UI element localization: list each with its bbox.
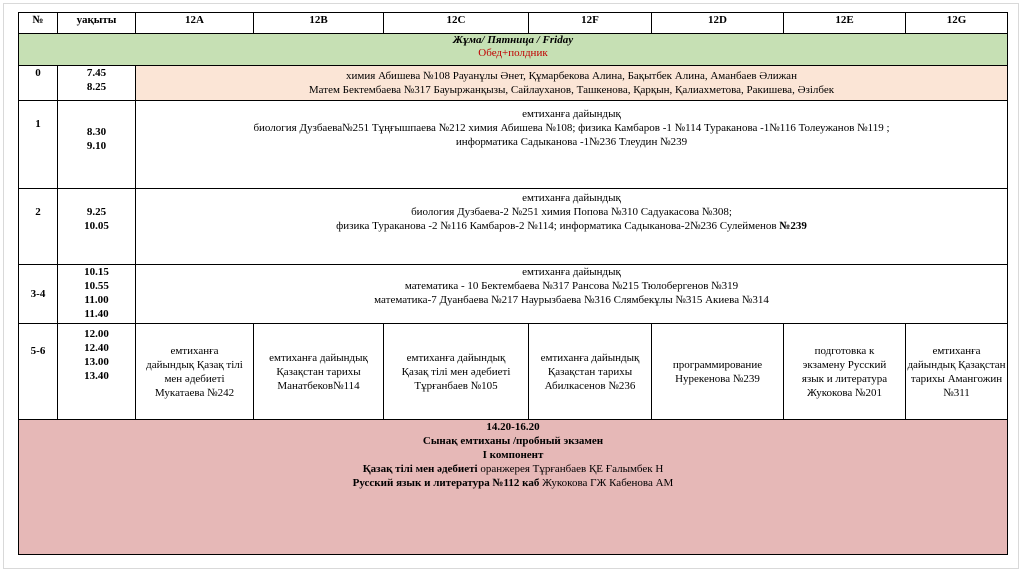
- content-line: [136, 219, 1007, 233]
- content-line: емтиханға дайындық: [522, 266, 621, 278]
- cell-line: экзамену Русский: [802, 358, 887, 371]
- exam-kazakh-details: оранжерея Тұрғанбаев ҚЕ Ғалымбек Н: [477, 463, 664, 475]
- exam-cell: [19, 420, 1008, 555]
- lesson-time: [58, 324, 136, 420]
- lesson-time: [58, 189, 136, 265]
- header-row: [19, 13, 1008, 34]
- lesson-time: [58, 265, 136, 324]
- time-value: 12.00: [84, 328, 109, 340]
- header-time: уақыты: [58, 13, 136, 34]
- time-value: 11.00: [84, 294, 109, 306]
- content-room-bold: №239: [779, 220, 807, 232]
- time-value: 10.55: [84, 280, 109, 292]
- exam-kazakh-subject: Қазақ тілі мен әдебиеті: [362, 463, 478, 475]
- header-class: 12D: [652, 13, 784, 34]
- class-cell-12g: [906, 324, 1008, 420]
- content-line: химия Абишева №108 Рауанұлы Әнет, Құмарбекова Алина, Бақытбек Алина, Аманбаев Әлижан: [346, 70, 797, 82]
- lesson-number: 1: [19, 101, 58, 189]
- time-value: 11.40: [84, 308, 109, 320]
- class-cell-12d: [652, 324, 784, 420]
- cell-line: Тұрғанбаев №105: [414, 379, 498, 392]
- lesson-row: [19, 189, 1008, 265]
- lesson-time: [58, 101, 136, 189]
- cell-line: подготовка к: [814, 344, 875, 357]
- content-line: биология Дузбаева-2 №251 химия Попова №310 Садуакасова №308;: [411, 206, 732, 218]
- time-start: 8.30: [86, 126, 107, 138]
- cell-line: Абилкасенов №236: [544, 379, 636, 392]
- header-class: 12G: [906, 13, 1008, 34]
- class-cell-12c: [384, 324, 529, 420]
- lesson-time: [58, 66, 136, 101]
- cell-line: дайындық Қазақ тілі: [146, 358, 243, 371]
- content-line: математика - 10 Бектембаева №317 Рансова №215 Тюлобергенов №319: [404, 280, 739, 292]
- cell-line: Қазақ тілі мен әдебиеті: [401, 365, 511, 378]
- header-num: №: [19, 13, 58, 34]
- time-value: 12.40: [84, 342, 109, 354]
- cell-line: программирование: [672, 358, 763, 371]
- cell-line: емтиханға дайындық: [406, 351, 506, 364]
- content-line: математика-7 Дуанбаева №217 Наурызбаева №316 Слямбекұлы №315 Акиева №314: [374, 294, 769, 306]
- time-end: 8.25: [86, 81, 107, 93]
- content-line: информатика Садыканова -1№236 Тлеудин №239: [455, 136, 688, 148]
- cell-line: емтиханға: [170, 344, 219, 357]
- exam-time: 14.20-16.20: [486, 421, 540, 433]
- class-cell-12f: [529, 324, 652, 420]
- lesson-content: [136, 265, 1008, 324]
- header-class: 12B: [254, 13, 384, 34]
- schedule-table: [18, 12, 1008, 555]
- cell-line: мен әдебиеті: [164, 372, 225, 385]
- lesson-content: [136, 66, 1008, 101]
- lesson-number: 0: [19, 66, 58, 101]
- content-line: Матем Бектембаева №317 Бауыржанқызы, Сайлауханов, Ташкенова, Қарқын, Қалиахметова, Ракишева, Әзілбек: [308, 84, 835, 96]
- content-line: емтиханға дайындық: [522, 108, 621, 120]
- cell-line: емтиханға дайындық: [540, 351, 640, 364]
- time-start: 7.45: [86, 67, 107, 79]
- exam-russian-subject: Русский язык и литература №112 каб: [352, 477, 540, 489]
- day-cell: [19, 34, 1008, 66]
- lesson-content: [136, 101, 1008, 189]
- header-class: 12C: [384, 13, 529, 34]
- cell-line: емтиханға дайындық: [269, 351, 368, 364]
- cell-line: Жукокова №201: [806, 386, 883, 399]
- cell-line: №311: [943, 386, 970, 399]
- time-value: 10.15: [84, 266, 109, 278]
- header-class: 12F: [529, 13, 652, 34]
- lesson-number: 3-4: [19, 265, 58, 324]
- cell-line: Мукатаева №242: [154, 386, 235, 399]
- cell-line: емтиханға: [932, 344, 981, 357]
- exam-kazakh-line: [19, 462, 1007, 476]
- cell-line: Манатбеков№114: [277, 379, 360, 392]
- lesson-number: 2: [19, 189, 58, 265]
- lesson-content: [136, 189, 1008, 265]
- exam-russian-line: [19, 476, 1007, 490]
- content-line: емтиханға дайындық: [522, 192, 621, 204]
- time-value: 13.00: [84, 356, 109, 368]
- cell-line: тарихы Амангожин: [910, 372, 1003, 385]
- content-text: физика Тураканова -2 №116 Камбаров-2 №114; информатика Садыканова-2№236 Сулейменов: [336, 220, 777, 232]
- day-subtitle: Обед+полдник: [478, 47, 548, 59]
- lesson-number: 5-6: [19, 324, 58, 420]
- lesson-row: [19, 324, 1008, 420]
- cell-line: Қазақстан тарихы: [547, 365, 633, 378]
- header-class: 12E: [784, 13, 906, 34]
- class-cell-12e: [784, 324, 906, 420]
- day-row: [19, 34, 1008, 66]
- class-cell-12a: [136, 324, 254, 420]
- exam-russian-details: Жукокова ГЖ Кабенова АМ: [539, 477, 674, 489]
- cell-line: язык и литература: [801, 372, 888, 385]
- content-line: биология Дузбаева№251 Тұңғышпаева №212 химия Абишева №108; физика Камбаров -1 №114 Тураканова -1№116 Толеужанов №119 ;: [253, 122, 890, 134]
- time-start: 9.25: [86, 206, 107, 218]
- cell-line: дайындық Қазақстан: [907, 358, 1006, 371]
- header-class: 12A: [136, 13, 254, 34]
- time-end: 10.05: [84, 220, 109, 232]
- class-cell-12b: [254, 324, 384, 420]
- exam-title: Сынақ емтиханы /пробный экзамен: [422, 435, 604, 447]
- exam-row: [19, 420, 1008, 555]
- lesson-row: [19, 265, 1008, 324]
- time-value: 13.40: [84, 370, 109, 382]
- lesson-row: [19, 101, 1008, 189]
- cell-line: Қазақстан тарихы: [276, 365, 361, 378]
- lesson-row: [19, 66, 1008, 101]
- exam-component: I компонент: [482, 449, 544, 461]
- time-end: 9.10: [86, 140, 107, 152]
- day-title: Жұма/ Пятница / Friday: [452, 34, 574, 46]
- cell-line: Нурекенова №239: [675, 372, 760, 385]
